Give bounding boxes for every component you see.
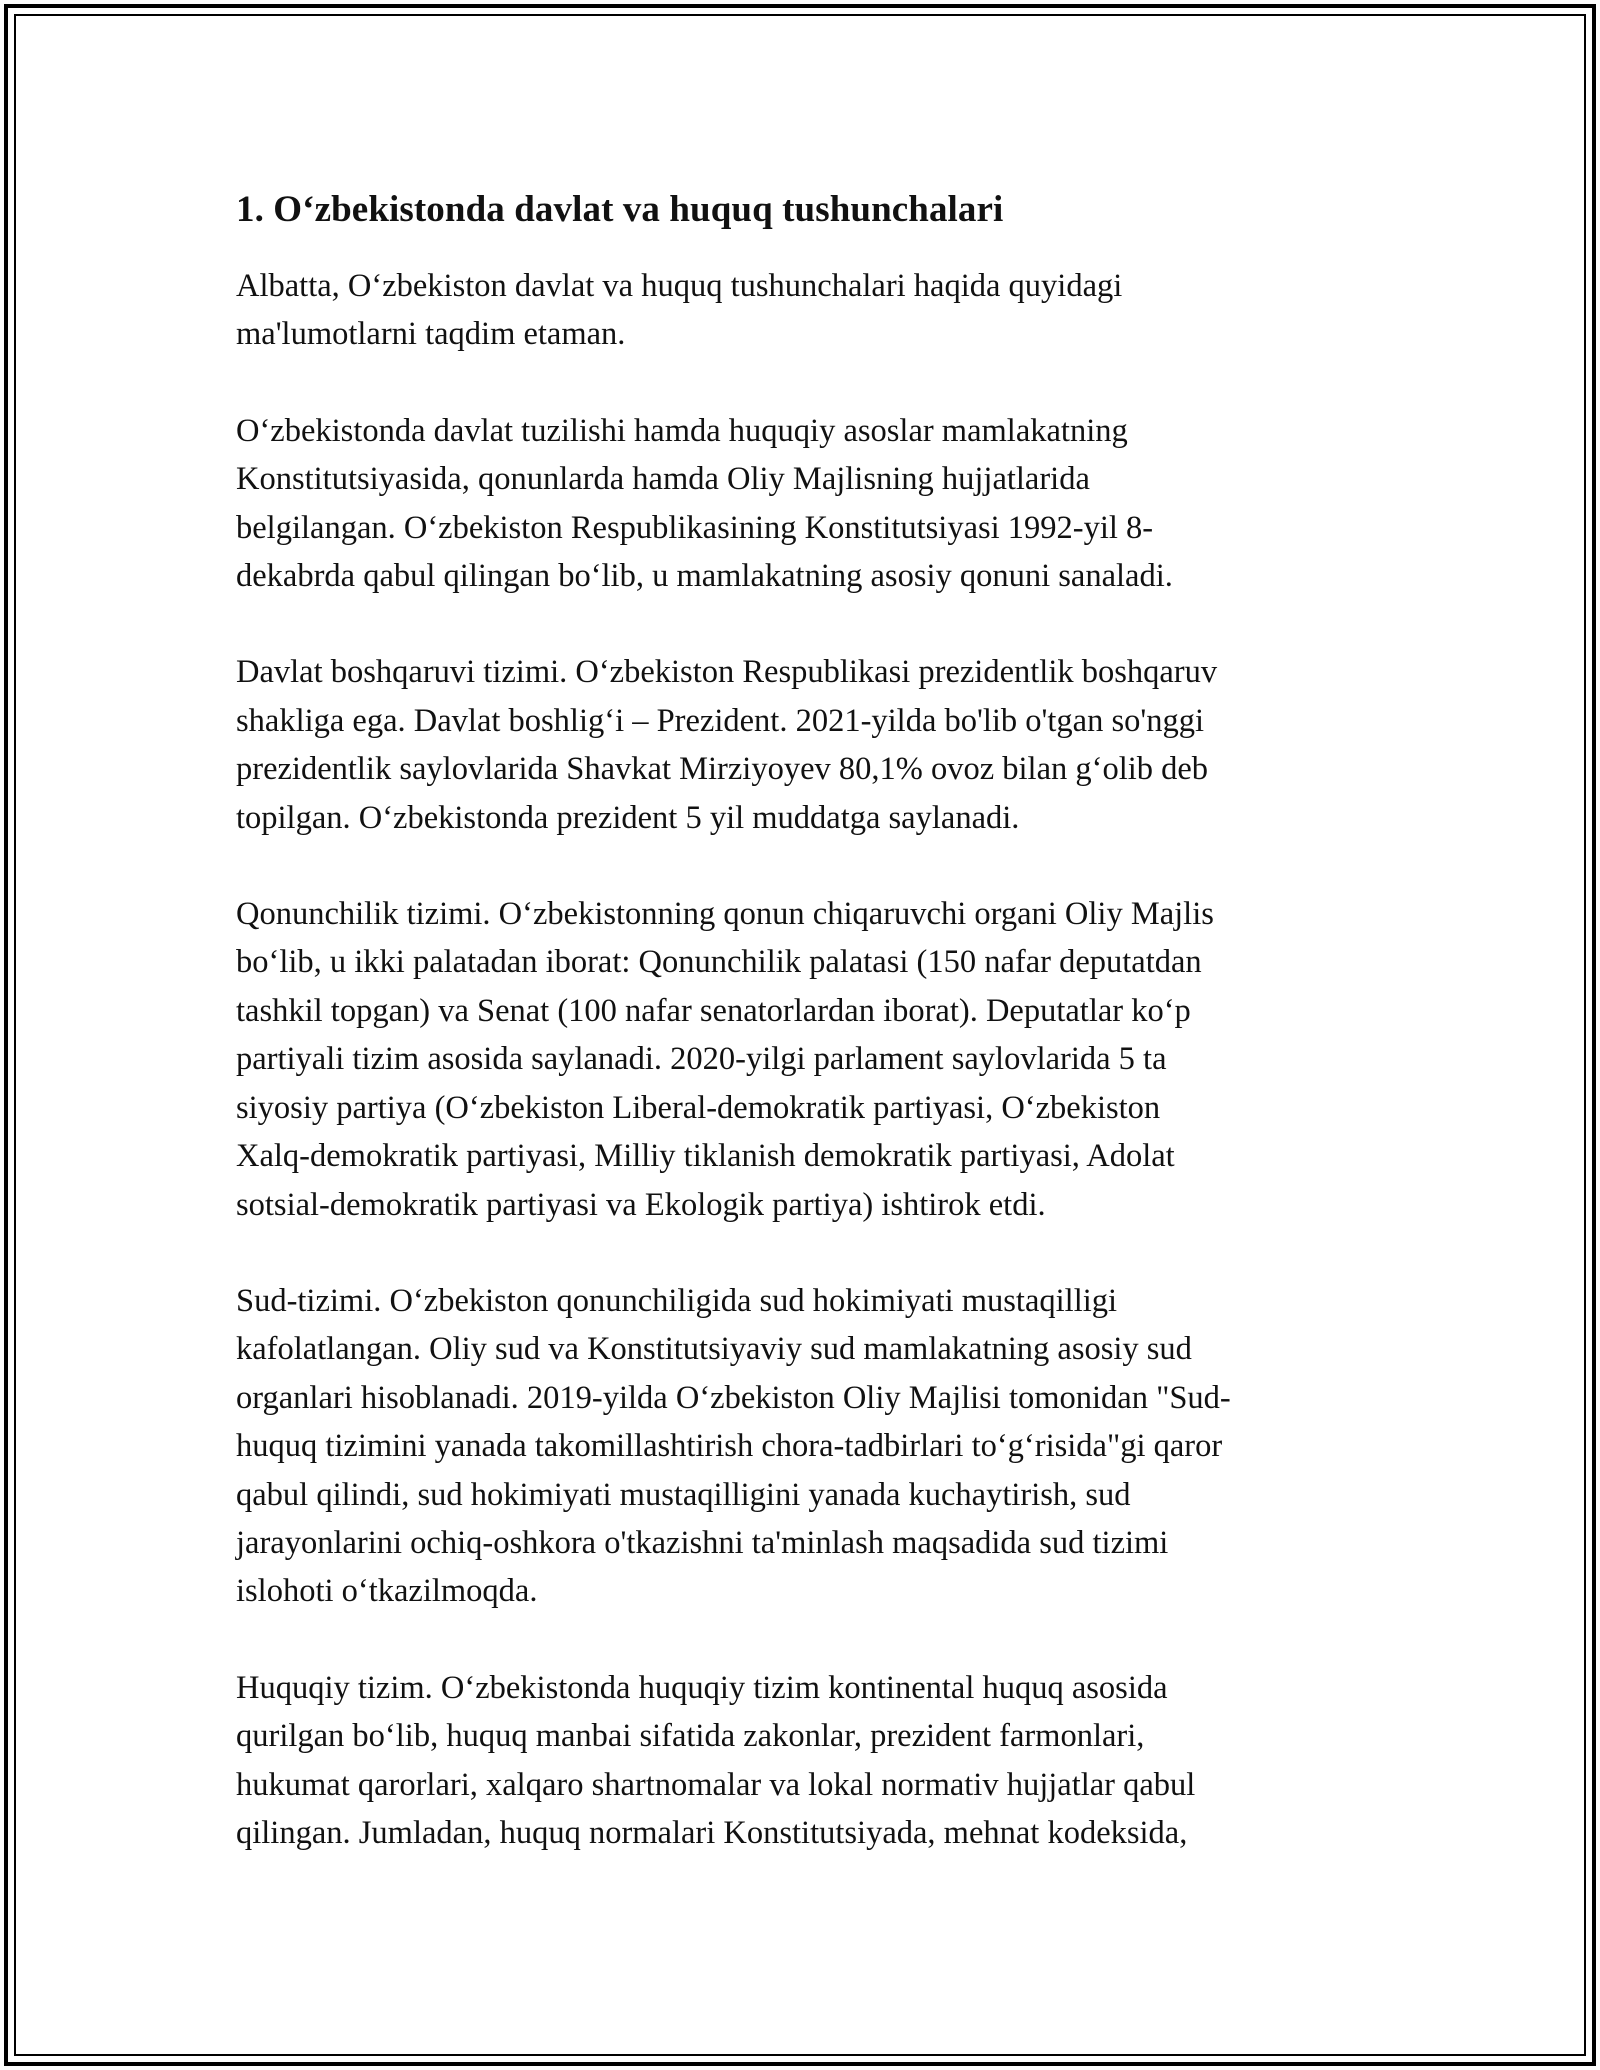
paragraph-line: qurilgan bo‘lib, huquq manbai sifatida zakonlar, prezident farmonlari, — [236, 1718, 1145, 1755]
paragraph-line: prezidentlik saylovlarida Shavkat Mirziyoyev 80,1% ovoz bilan g‘olib deb — [236, 751, 1209, 788]
paragraph-line: O‘zbekistonda davlat tuzilishi hamda huquqiy asoslar mamlakatning — [236, 412, 1128, 449]
paragraph-line: bo‘lib, u ikki palatadan iborat: Qonunchilik palatasi (150 nafar deputatdan — [236, 944, 1202, 981]
paragraph-line: huquq tizimini yanada takomillashtirish chora-tadbirlari to‘g‘risida"gi qaror — [236, 1428, 1223, 1465]
document-page — [236, 186, 1366, 1905]
paragraph-line: hukumat qarorlari, xalqaro shartnomalar va lokal normativ hujjatlar qabul — [236, 1766, 1196, 1803]
document-body — [236, 262, 1366, 1857]
paragraph-line: Xalq-demokratik partiyasi, Milliy tiklanish demokratik partiyasi, Adolat — [236, 1138, 1175, 1175]
paragraph-line: qilingan. Jumladan, huquq normalari Konstitutsiyada, mehnat kodeksida, — [236, 1814, 1188, 1851]
paragraph-line: Sud-tizimi. O‘zbekiston qonunchiligida sud hokimiyati mustaqilligi — [236, 1282, 1118, 1319]
paragraph — [236, 1277, 1366, 1616]
paragraph — [236, 407, 1366, 601]
document-title: 1. O‘zbekistonda davlat va huquq tushunchalari — [236, 189, 1004, 230]
paragraph-line: tashkil topgan) va Senat (100 nafar senatorlardan iborat). Deputatlar ko‘p — [236, 992, 1191, 1029]
paragraph-line: dekabrda qabul qilingan bo‘lib, u mamlakatning asosiy qonuni sanaladi. — [236, 558, 1173, 595]
paragraph-line: siyosiy partiya (O‘zbekiston Liberal-demokratik partiyasi, O‘zbekiston — [236, 1089, 1161, 1126]
paragraph-line: islohoti o‘tkazilmoqda. — [236, 1573, 538, 1610]
paragraph-line: shakliga ega. Davlat boshlig‘i – Prezident. 2021-yilda bo'lib o'tgan so'nggi — [236, 702, 1205, 739]
paragraph-line: belgilangan. O‘zbekiston Respublikasining Konstitutsiyasi 1992-yil 8- — [236, 509, 1154, 546]
paragraph-line: Huquqiy tizim. O‘zbekistonda huquqiy tizim kontinental huquq asosida — [236, 1669, 1168, 1706]
paragraph — [236, 1664, 1366, 1858]
paragraph-line: sotsial-demokratik partiyasi va Ekologik partiya) ishtirok etdi. — [236, 1186, 1046, 1223]
paragraph-line: kafolatlangan. Oliy sud va Konstitutsiyaviy sud mamlakatning asosiy sud — [236, 1331, 1192, 1368]
paragraph-line: jarayonlarini ochiq-oshkora o'tkazishni ta'minlash maqsadida sud tizimi — [236, 1524, 1169, 1561]
paragraph-line: Albatta, O‘zbekiston davlat va huquq tushunchalari haqida quyidagi — [236, 268, 1123, 304]
paragraph-line: topilgan. O‘zbekistonda prezident 5 yil muddatga saylanadi. — [236, 799, 1020, 836]
paragraph-line: organlari hisoblanadi. 2019-yilda O‘zbekiston Oliy Majlisi tomonidan "Sud- — [236, 1379, 1231, 1416]
paragraph — [236, 262, 1366, 359]
paragraph — [236, 890, 1366, 1229]
paragraph-line: partiyali tizim asosida saylanadi. 2020-yilgi parlament saylovlarida 5 ta — [236, 1041, 1167, 1078]
paragraph-line: Konstitutsiyasida, qonunlarda hamda Oliy Majlisning hujjatlarida — [236, 461, 1090, 498]
paragraph-line: Qonunchilik tizimi. O‘zbekistonning qonun chiqaruvchi organi Oliy Majlis — [236, 896, 1214, 933]
paragraph-line: Davlat boshqaruvi tizimi. O‘zbekiston Respublikasi prezidentlik boshqaruv — [236, 654, 1218, 691]
paragraph — [236, 648, 1366, 842]
paragraph-line: ma'lumotlarni taqdim etaman. — [236, 316, 626, 353]
paragraph-line: qabul qilindi, sud hokimiyati mustaqilligini yanada kuchaytirish, sud — [236, 1476, 1131, 1513]
